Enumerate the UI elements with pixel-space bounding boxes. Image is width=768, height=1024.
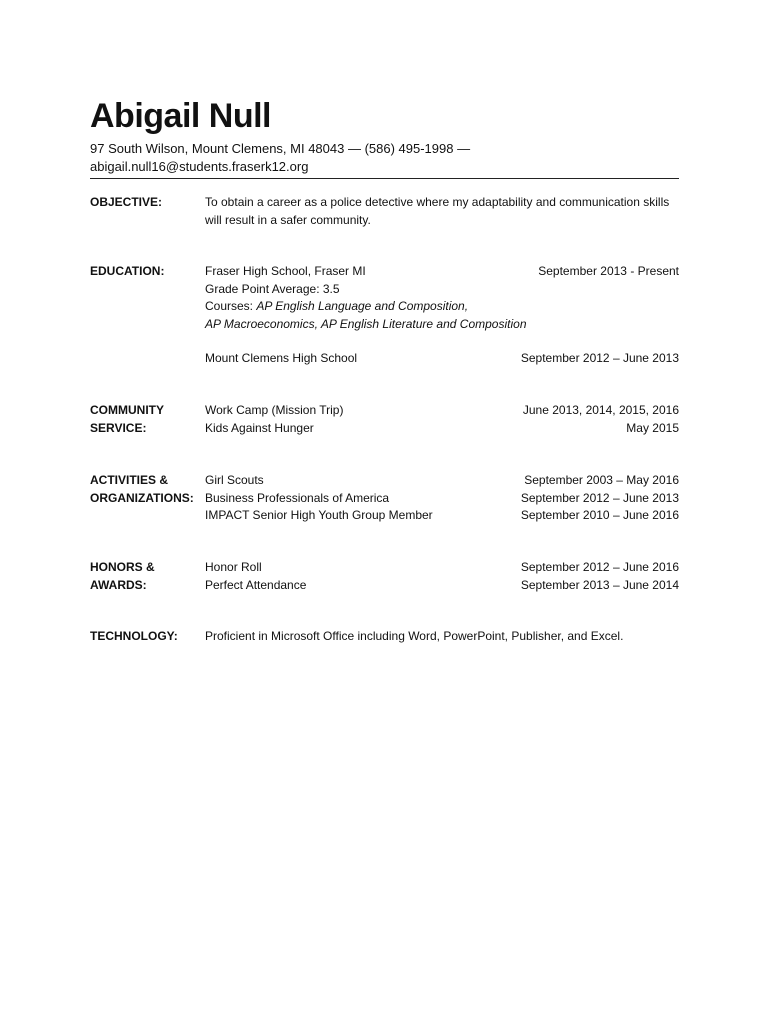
label-line: SERVICE:	[90, 420, 147, 435]
honors-label	[90, 559, 202, 594]
technology-label: TECHNOLOGY:	[90, 629, 178, 643]
item-date: June 2013, 2014, 2015, 2016	[522, 403, 679, 417]
list-item	[205, 420, 679, 438]
activities-label	[90, 472, 202, 507]
objective-label: OBJECTIVE:	[90, 195, 163, 209]
gpa-text: Grade Point Average: 3.5	[205, 281, 340, 296]
item-name: Perfect Attendance	[205, 577, 307, 592]
item-name: Kids Against Hunger	[205, 420, 314, 435]
gpa-line	[205, 281, 679, 299]
courses-line	[205, 298, 679, 316]
item-date: May 2015	[626, 420, 679, 435]
item-date: September 2012 – June 2013	[520, 490, 679, 505]
item-name: Girl Scouts	[205, 473, 264, 487]
item-name: Honor Roll	[205, 560, 262, 574]
list-item	[205, 402, 679, 420]
education-label: EDUCATION:	[90, 264, 165, 278]
item-date: September 2003 – May 2016	[524, 473, 679, 487]
courses-prefix: Courses:	[205, 299, 257, 313]
item-name: IMPACT Senior High Youth Group Member	[205, 508, 433, 522]
item-date: September 2013 – June 2014	[520, 577, 679, 592]
list-item	[205, 490, 679, 508]
technology-text: Proficient in Microsoft Office including Word, PowerPoint, Publisher, and Excel.	[205, 629, 624, 643]
contact-email: abigail.null16@students.fraserk12.org	[90, 159, 309, 174]
list-item	[205, 577, 679, 595]
label-line: ORGANIZATIONS:	[90, 490, 194, 505]
contact-address-phone: 97 South Wilson, Mount Clemens, MI 48043 — (586) 495-1998 —	[90, 141, 471, 156]
resume-name: Abigail Null	[90, 97, 271, 135]
label-line: COMMUNITY	[90, 403, 164, 417]
label-line: ACTIVITIES &	[90, 473, 169, 487]
item-date: September 2012 – June 2016	[520, 560, 679, 574]
item-name: Business Professionals of America	[205, 490, 390, 505]
item-name: Work Camp (Mission Trip)	[205, 403, 344, 417]
school-name: Fraser High School, Fraser MI	[205, 264, 366, 278]
list-item	[205, 559, 679, 577]
contact-info	[90, 140, 676, 176]
school-date: September 2012 – June 2013	[520, 351, 679, 365]
courses-text: AP Macroeconomics, AP English Literature and Composition	[205, 316, 527, 331]
community-service-label	[90, 402, 202, 437]
header-divider	[90, 178, 679, 179]
education-entry	[205, 263, 679, 281]
label-line: AWARDS:	[90, 577, 147, 592]
objective-text: To obtain a career as a police detective where my adaptability and communication skills will result in a safer community.	[205, 195, 670, 227]
list-item	[205, 472, 679, 490]
item-date: September 2010 – June 2016	[520, 508, 679, 522]
list-item	[205, 507, 679, 525]
education-entry	[205, 350, 679, 368]
courses-text: AP English Language and Composition,	[256, 299, 469, 313]
label-line: HONORS &	[90, 560, 155, 574]
school-name: Mount Clemens High School	[205, 351, 358, 365]
courses-line	[205, 316, 679, 334]
school-date: September 2013 - Present	[538, 264, 679, 278]
